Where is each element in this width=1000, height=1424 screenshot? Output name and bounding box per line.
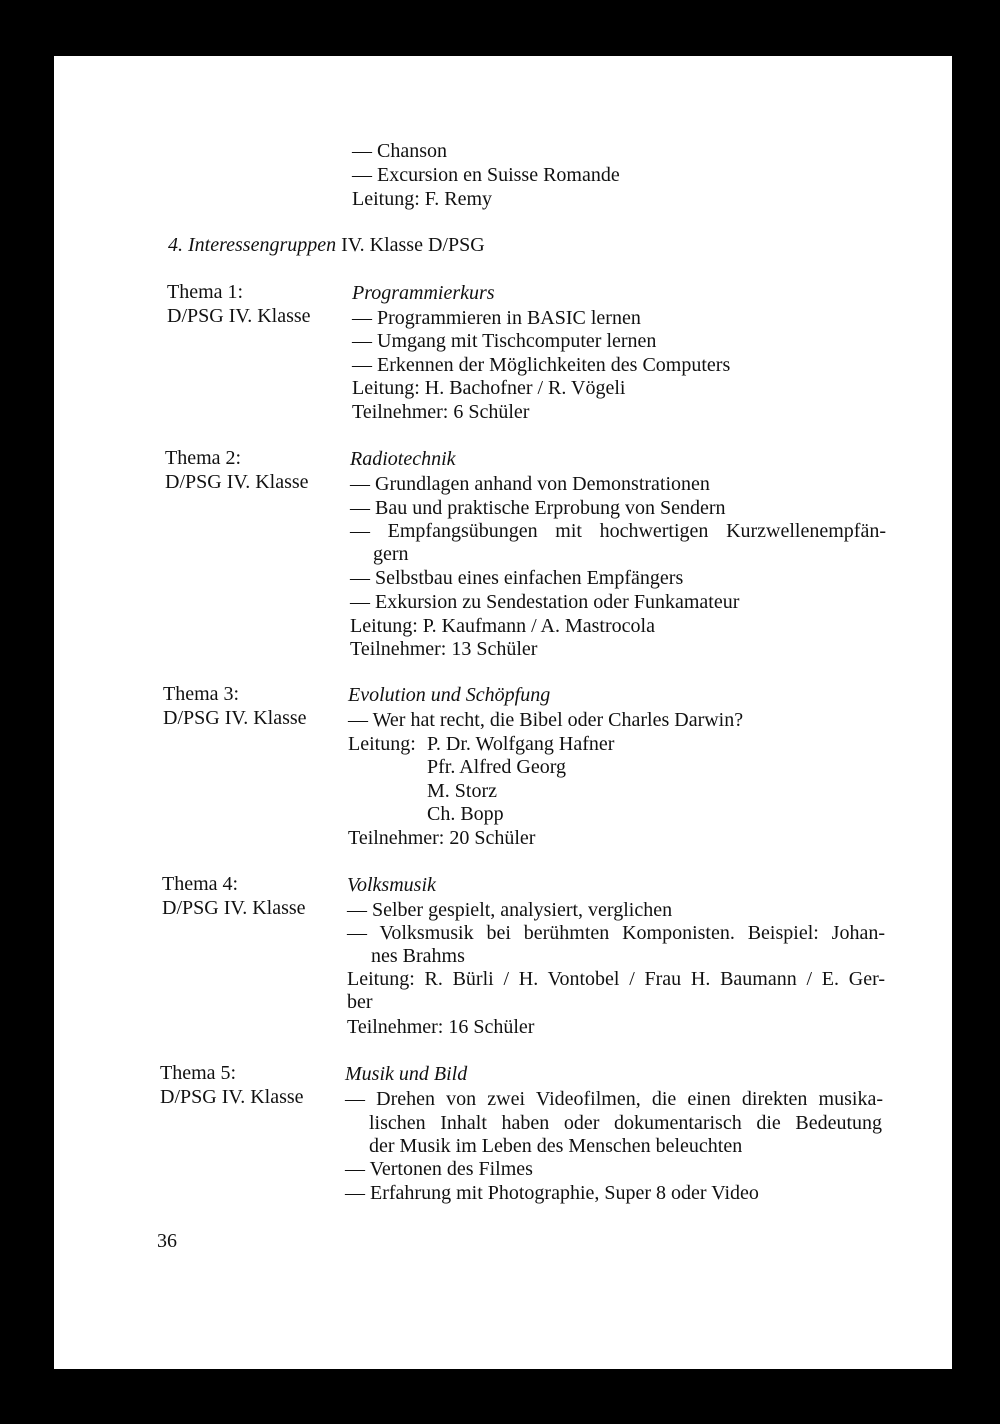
thema5-item: — Vertonen des Filmes	[345, 1158, 533, 1180]
thema3-leitung-name: Ch. Bopp	[427, 803, 504, 825]
intro-item-excursion: — Excursion en Suisse Romande	[352, 164, 620, 186]
intro-leitung: Leitung: F. Remy	[352, 188, 493, 210]
thema3-leitung-name: Pfr. Alfred Georg	[427, 756, 567, 778]
thema2-title: Radiotechnik	[350, 448, 456, 470]
thema1-klasse: D/PSG IV. Klasse	[167, 305, 311, 327]
thema2-item-continuation: gern	[373, 543, 409, 565]
thema3-klasse: D/PSG IV. Klasse	[163, 707, 307, 729]
thema3-leitung-label: Leitung:	[348, 733, 416, 755]
thema1-item: — Umgang mit Tischcomputer lernen	[352, 330, 657, 352]
thema2-klasse: D/PSG IV. Klasse	[165, 471, 309, 493]
thema3-label: Thema 3:	[163, 683, 240, 705]
thema2-item: — Selbstbau eines einfachen Empfängers	[350, 567, 684, 589]
thema3-leitung-name: P. Dr. Wolfgang Hafner	[427, 733, 615, 755]
thema1-label: Thema 1:	[167, 281, 244, 303]
thema4-klasse: D/PSG IV. Klasse	[162, 897, 306, 919]
thema4-item: — Selber gespielt, analysiert, verglichen	[347, 899, 673, 921]
thema4-label: Thema 4:	[162, 873, 239, 895]
thema5-item-continuation: der Musik im Leben des Menschen beleuchten	[369, 1135, 743, 1157]
thema5-label: Thema 5:	[160, 1062, 237, 1084]
thema1-leitung: Leitung: H. Bachofner / R. Vögeli	[352, 377, 626, 399]
thema3-title: Evolution und Schöpfung	[348, 684, 551, 706]
thema2-teilnehmer: Teilnehmer: 13 Schüler	[350, 638, 538, 660]
thema4-leitung-continuation: ber	[347, 991, 373, 1013]
thema2-label: Thema 2:	[165, 447, 242, 469]
thema4-item-continuation: nes Brahms	[371, 945, 465, 967]
thema4-teilnehmer: Teilnehmer: 16 Schüler	[347, 1016, 535, 1038]
thema2-item: — Grundlagen anhand von Demonstrationen	[350, 473, 710, 495]
intro-item-chanson: — Chanson	[352, 140, 447, 162]
thema2-item: — Bau und praktische Erprobung von Sendern	[350, 497, 726, 519]
thema5-title: Musik und Bild	[345, 1063, 468, 1085]
thema4-title: Volksmusik	[347, 874, 436, 896]
thema1-item: — Programmieren in BASIC lernen	[352, 307, 641, 329]
section-heading	[168, 233, 485, 257]
thema2-item: — Exkursion zu Sendestation oder Funkamateur	[350, 591, 740, 613]
thema4-leitung: Leitung: R. Bürli / H. Vontobel / Frau H. Baumann / E. Ger-	[347, 968, 885, 990]
thema4-item: — Volksmusik bei berühmten Komponisten. Beispiel: Johan-	[347, 922, 885, 944]
thema5-item: — Drehen von zwei Videofilmen, die einen direkten musika-	[345, 1088, 883, 1110]
thema2-item: — Empfangsübungen mit hochwertigen Kurzwellenempfän-	[350, 520, 886, 542]
page-number: 36	[157, 1230, 177, 1252]
section-heading-italic: 4. Interessengruppen	[168, 234, 337, 256]
thema3-leitung-name: M. Storz	[427, 780, 497, 802]
section-heading-rest: IV. Klasse D/PSG	[336, 234, 485, 256]
thema1-teilnehmer: Teilnehmer: 6 Schüler	[352, 401, 530, 423]
thema1-title: Programmierkurs	[352, 282, 495, 304]
thema3-item: — Wer hat recht, die Bibel oder Charles Darwin?	[348, 709, 744, 731]
thema3-teilnehmer: Teilnehmer: 20 Schüler	[348, 827, 536, 849]
thema2-leitung: Leitung: P. Kaufmann / A. Mastrocola	[350, 615, 655, 637]
thema1-item: — Erkennen der Möglichkeiten des Computers	[352, 354, 731, 376]
thema5-item-continuation: lischen Inhalt haben oder dokumentarisch die Bedeutung	[369, 1112, 882, 1134]
thema5-item: — Erfahrung mit Photographie, Super 8 oder Video	[345, 1182, 759, 1204]
thema5-klasse: D/PSG IV. Klasse	[160, 1086, 304, 1108]
